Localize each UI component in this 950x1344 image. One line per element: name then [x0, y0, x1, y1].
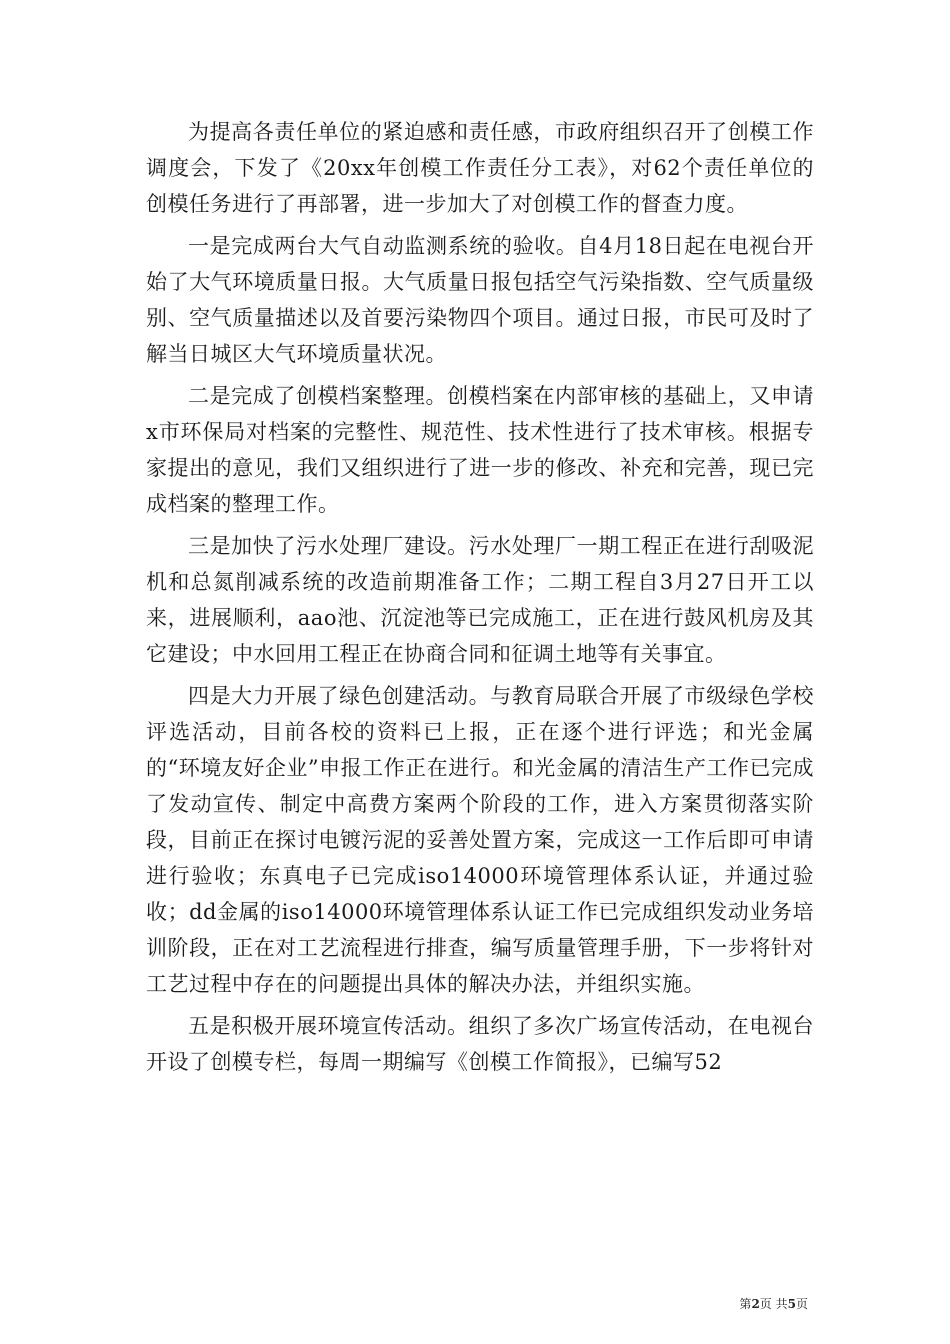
paragraph-item-1: 一是完成两台大气自动监测系统的验收。自4月18日起在电视台开始了大气环境质量日报。大气质量日报包括空气污染指数、空气质量级别、空气质量描述以及首要污染物四个项目。通过日报，市民可及时了解当日城区大气环境质量状况。 — [146, 234, 814, 366]
paragraph-item-5: 五是积极开展环境宣传活动。组织了多次广场宣传活动，在电视台开设了创模专栏，每周一期编写《创模工作简报》，已编写52 — [146, 1014, 814, 1074]
document-body — [146, 114, 814, 1086]
footer-suffix: 页 — [795, 1297, 808, 1311]
paragraph-item-2: 二是完成了创模档案整理。创模档案在内部审核的基础上，又申请x市环保局对档案的完整性、规范性、技术性进行了技术审核。根据专家提出的意见，我们又组织进行了进一步的修改、补充和完善，现已完成档案的整理工作。 — [146, 384, 814, 516]
footer-page-number: 2 — [751, 1297, 760, 1311]
paragraph-item-4: 四是大力开展了绿色创建活动。与教育局联合开展了市级绿色学校评选活动，目前各校的资料已上报，正在逐个进行评选；和光金属的“环境友好企业”申报工作正在进行。和光金属的清洁生产工作已完成了发动宣传、制定中高费方案两个阶段的工作，进入方案贯彻落实阶段，目前正在探讨电镀污泥的妥善处置方案，完成这一工作后即可申请进行验收；东真电子已完成iso14000环境管理体系认证，并通过验收；dd金属的iso14000环境管理体系认证工作已完成组织发动业务培训阶段，正在对工艺流程进行排查，编写质量管理手册，下一步将针对工艺过程中存在的问题提出具体的解决办法，并组织实施。 — [146, 684, 814, 996]
footer-prefix: 第 — [739, 1297, 752, 1311]
page-footer — [739, 1296, 808, 1312]
footer-middle: 页 共 — [759, 1297, 788, 1311]
footer-total-pages: 5 — [787, 1297, 796, 1311]
paragraph-intro: 为提高各责任单位的紧迫感和责任感，市政府组织召开了创模工作调度会，下发了《20xx年创模工作责任分工表》，对62个责任单位的创模任务进行了再部署，进一步加大了对创模工作的督查力度。 — [146, 120, 814, 216]
paragraph-item-3: 三是加快了污水处理厂建设。污水处理厂一期工程正在进行刮吸泥机和总氮削减系统的改造前期准备工作；二期工程自3月27日开工以来，进展顺利，aao池、沉淀池等已完成施工，正在进行鼓风机房及其它建设；中水回用工程正在协商合同和征调土地等有关事宜。 — [146, 534, 814, 666]
